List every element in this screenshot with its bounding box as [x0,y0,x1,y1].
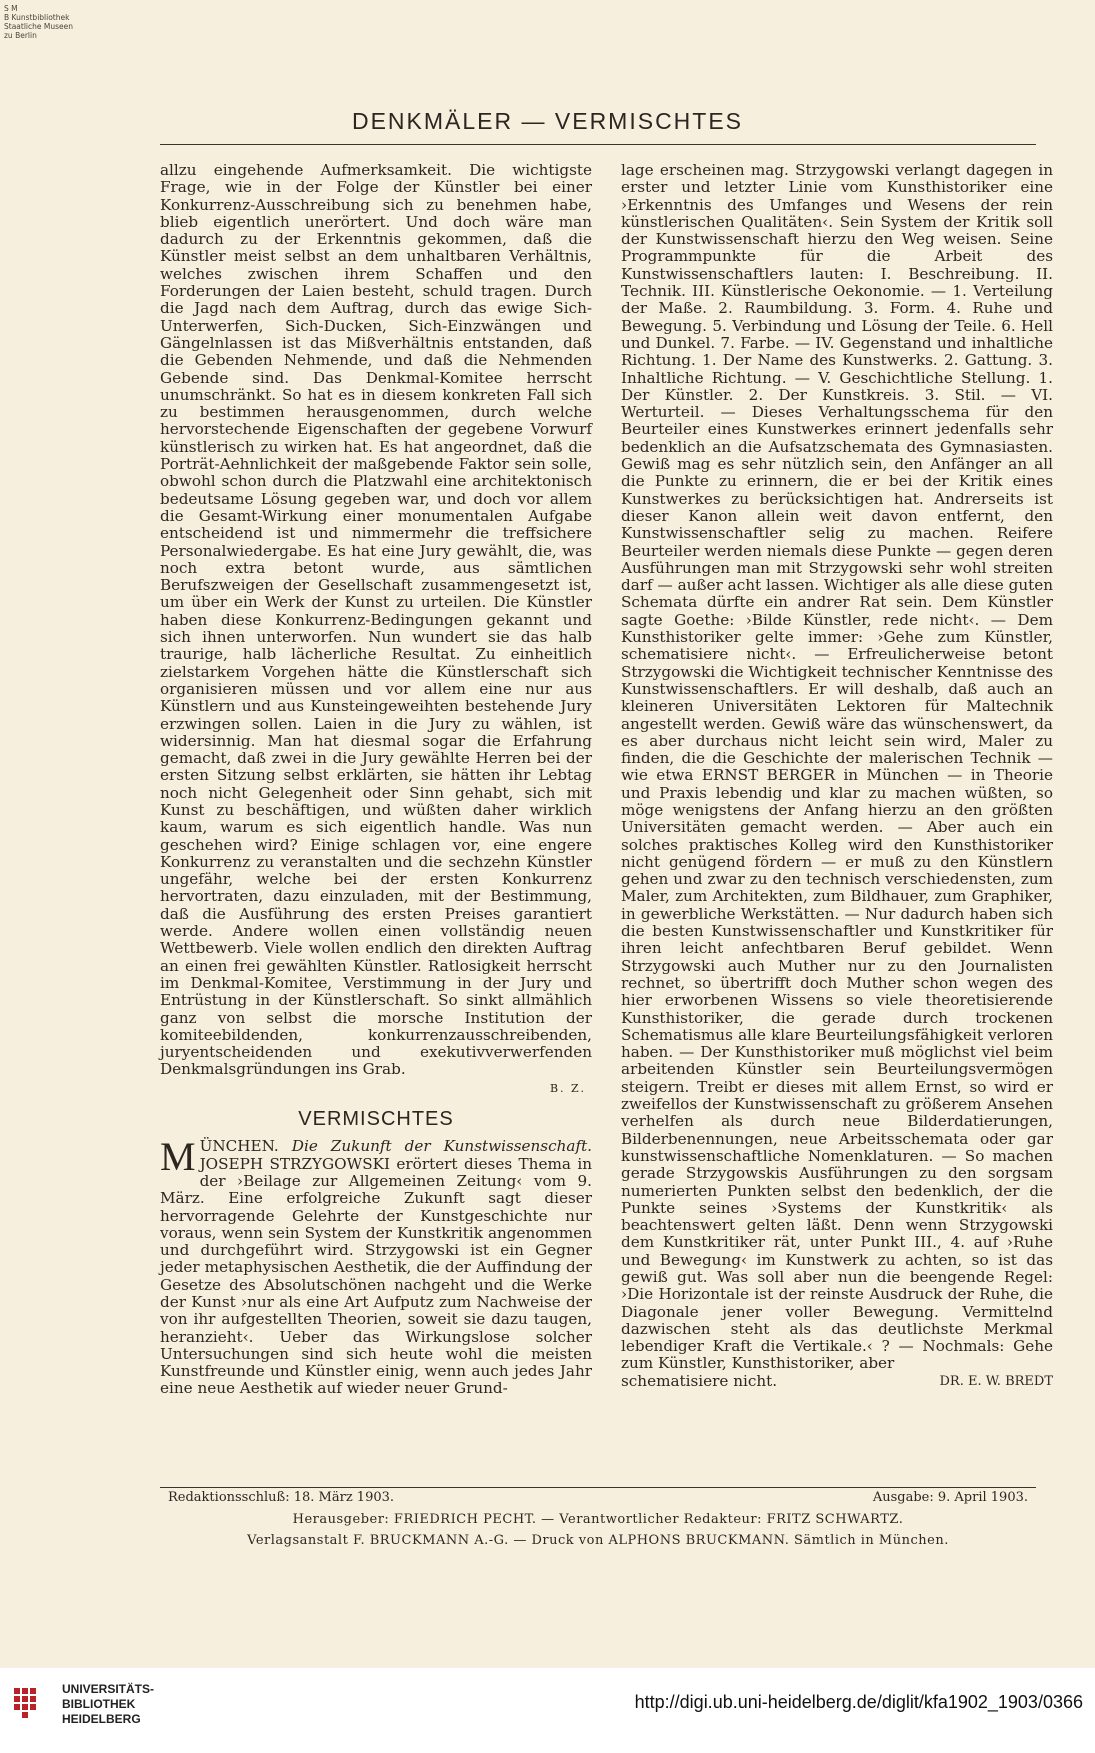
stamp-line: S M [4,4,18,13]
body-paragraph: allzu eingehende Aufmerksamkeit. Die wichtigste Frage, wie in der Folge der Künstler bei einer Konkurrenz-Ausschreibung sich zu benehmen habe, blieb eigentlich unerörtert. Und doch wäre man dadurch zu der Erkenntnis gekommen, daß die Künstler meist selbst an dem unhaltbaren Verhältnis, welches zwischen ihrem Schaffen und den Forderungen der Laien besteht, schuld tragen. Durch die Jagd nach dem Auftrag, durch das ewige Sich-Unterwerfen, Sich-Ducken, Sich-Einzwängen und Gängelnlassen ist das Mißverhältnis entstanden, daß die Gebenden Nehmende, und daß die Nehmenden Gebende sind. Das Denkmal-Komitee herrscht unumschränkt. So hat es in diesem konkreten Fall sich zu bestimmen herausgenommen, durch welche hervorstechende Eigenschaften der gegebene Vorwurf künstlerisch zu wirken hat. Es hat angeordnet, daß die Porträt-Aehnlichkeit der maßgebende Faktor sein solle, obwohl schon durch die Platzwahl eine architektonisch bedeutsame Lösung gegeben war, und doch vor allem die Gesamt-Wirkung einer monumentalen Aufgabe entscheidend ist und nimmermehr die treffsichere Personalwiedergabe. Es hat eine Jury gewählt, die, was noch extra betont wurde, aus sämtlichen Berufszweigen der Gesellschaft zusammengesetzt ist, um über ein Werk der Kunst zu urteilen. Die Künstler haben diese Konkurrenz-Bedingungen gekannt und sich ihnen unterworfen. Nun wundert sie das halb traurige, halb lächerliche Resultat. Zu einheitlich zielstarkem Vorgehen hätte die Künstlerschaft sich organisieren müssen und vor allem eine nur aus Künstlern und aus Kunsteingeweihten bestehende Jury erzwingen sollen. Laien in die Jury zu wählen, ist widersinnig. Man hat diesmal sogar die Erfahrung gemacht, daß zwei in die Jury gewählte Herren bei der ersten Sitzung selbst erklärten, sie hätten ihr Lebtag noch nicht Gelegenheit oder Sinn gehabt, sich mit Kunst zu beschäftigen, und wüßten daher wirklich kaum, warum es sich eigentlich handle. Was nun geschehen wird? Einige schlagen vor, eine engere Konkurrenz zu veranstalten und die sechzehn Künstler ungefähr, welche bei der ersten Konkurrenz hervortraten, dazu einzuladen, mit der Bestimmung, daß die Ausführung des ersten Preises garantiert werde. Andere wollen einen vollständig neuen Wettbewerb. Viele wollen endlich den direkten Auftrag an einen frei gewählten Künstler. Ratlosigkeit herrscht im Denkmal-Komitee, Verstimmung in der Jury und Entrüstung in der Künstlerschaft. So sinkt allmählich ganz von selbst die morsche Institution der komiteebildenden, konkurrenzausschreibenden, juryentscheidenden und exekutivverwerfenden Denkmalsgründungen ins Grab. [160,161,592,1079]
library-name-line: UNIVERSITÄTS- [62,1682,155,1696]
header-divider [160,144,1036,145]
left-column [160,162,592,1398]
signoff: B. Z. [549,1081,586,1095]
issue-date: Ausgabe: 9. April 1903. [872,1490,1028,1505]
author-signature: DR. E. W. BREDT [939,1373,1053,1389]
closing-line [621,1373,1053,1390]
footer-dates [160,1490,1036,1506]
author-name: JOSEPH STRZYGOWSKI [199,1154,390,1173]
stamp-line: Staatliche Museen [4,22,73,31]
section-heading: VERMISCHTES [298,1108,454,1131]
source-url-link[interactable]: http://digi.ub.uni-heidelberg.de/diglit/kfa1902_1903/0366 [634,1692,1083,1712]
digitization-bar [0,1668,1095,1753]
footer-divider [160,1487,1036,1488]
body-paragraph [160,1134,592,1398]
right-column [621,162,1053,1390]
article-title: Die Zukunft der Kunstwissenschaft. [291,1137,592,1156]
paragraph-lead: ÜNCHEN. [199,1137,292,1156]
editorial-deadline: Redaktionsschluß: 18. März 1903. [168,1490,395,1505]
paragraph-text: erörtert dieses Thema in der ›Beilage zur Allgemeinen Zeitung‹ vom 9. März. Eine erfolgreiche Zukunft sagt dieser hervorragende Gelehrte der Kunstgeschichte nur voraus, wenn sein System der Kunstkritik angenommen und durchgeführt wird. Strzygowski ist ein Gegner jeder metaphysischen Aesthetik, die der Auffindung der Gesetze des Absolutschönen nachgeht und die Werke der Kunst ›nur als eine Art Aufputz zum Nachweise der von ihr aufgestellten Theorien, soweit sie dazu taugen, heranzieht‹. Ueber das Wirkungslose solcher Untersuchungen sind sich heute wohl die meisten Kunstfreunde und Künstler einig, wenn auch jedes Jahr eine neue Aesthetik auf wieder neuer Grund- [160,1154,592,1398]
footer-printer: Verlagsanstalt F. BRUCKMANN A.-G. — Druck von ALPHONS BRUCKMANN. Sämtlich in München. [247,1533,949,1548]
library-name-line: HEIDELBERG [62,1712,141,1726]
page-header: DENKMÄLER — VERMISCHTES [351,108,744,134]
library-name [62,1682,154,1727]
footer-publisher: Herausgeber: FRIEDRICH PECHT. — Verantwortlicher Redakteur: FRITZ SCHWARTZ. [292,1512,904,1527]
stamp-line: B Kunstbibliothek [4,13,70,22]
library-stamp [4,4,73,40]
library-name-line: BIBLIOTHEK [62,1697,136,1711]
closing-text: schematisiere nicht. [621,1371,778,1390]
body-paragraph: lage erscheinen mag. Strzygowski verlangt dagegen in erster und letzter Linie vom Kunsthistoriker eine ›Erkenntnis des Umfanges und Wesens der rein künstlerischen Qualitäten‹. Sein System der Kritik soll der Kunstwissenschaft hierzu den Weg weisen. Seine Programmpunkte für die Arbeit des Kunstwissenschaftlers lauten: I. Beschreibung. II. Technik. III. Künstlerische Oekonomie. — 1. Verteilung der Maße. 2. Raumbildung. 3. Form. 4. Ruhe und Bewegung. 5. Verbindung und Lösung der Teile. 6. Hell und Dunkel. 7. Farbe. — IV. Gegenstand und inhaltliche Richtung. 1. Der Name des Kunstwerks. 2. Gattung. 3. Inhaltliche Richtung. — V. Geschichtliche Stellung. 1. Der Künstler. 2. Der Kunstkreis. 3. Stil. — VI. Werturteil. — Dieses Verhaltungsschema für den Beurteiler eines Kunstwerkes erinnert jedenfalls sehr bedenklich an die Aufsatzschemata des Gymnasiasten. Gewiß mag es sehr nützlich sein, den Anfänger an all die Punkte zu erinnern, die er bei der Kritik eines Kunstwerkes zu berücksichtigen hat. Andrerseits ist dieser Kanon allein weit davon entfernt, den Kunstwissenschaftler selig zu machen. Reifere Beurteiler werden niemals diese Punkte — gegen deren Ausführungen man mit Strzygowski sehr wohl streiten darf — außer acht lassen. Wichtiger als alle diese guten Schemata dürfte ein andrer Rat sein. Dem Künstler sagte Goethe: ›Bilde Künstler, rede nicht‹. — Dem Kunsthistoriker gelte immer: ›Gehe zum Künstler, schematisiere nicht‹. — Erfreulicherweise betont Strzygowski die Wichtigkeit technischer Kenntnisse des Kunstwissenschaftlers. Er will deshalb, daß auch an kleineren Universitäten Lektoren für Maltechnik angestellt werden. Gewiß wäre das wünschenswert, da es aber durchaus nicht leicht sein wird, Maler zu finden, die die Geschichte der malerischen Technik — wie etwa ERNST BERGER in München — in Theorie und Praxis lebendig und klar zu machen wüßten, so möge wenigstens der Anfang hierzu an den größten Universitäten gemacht werden. — Aber auch ein solches praktisches Kolleg wird den Kunsthistoriker nicht genügend fördern — er muß zu den Künstlern gehen und zwar zu den technisch verschiedensten, zum Maler, zum Architekten, zum Bildhauer, zum Graphiker, in gewerbliche Werkstätten. — Nur dadurch haben sich die besten Kunstwissenschaftler und Kunstkritiker für ihren leicht anfechtbaren Beruf gebildet. Wenn Strzygowski auch Muther nur zu den Journalisten rechnet, so übertrifft doch Muther schon wegen des hier erworbenen Wissens so viele theoretisierende Kunsthistoriker, die gerade durch trockenen Schematismus alle klare Beurteilungsfähigkeit verloren haben. — Der Kunsthistoriker muß möglichst viel beim arbeitenden Künstler sein Beurteilungsvermögen steigern. Treibt er dieses mit allem Ernst, so wird er zweifellos der Kunstwissenschaft zu größerem Ansehen verhelfen als durch neue Bilderdatierungen, Bilderbenennungen, neue Arbeitsschemata oder gar kunstwissenschaftliche Nomenklaturen. — So machen gerade Strzygowskis Ausführungen zu den sorgsam numerierten Punkten selbst den bedenklich, der die Punkte seines ›Systems der Kunstkritik‹ als beachtenswert gelten läßt. Denn wenn Strzygowski dem Kunstkritiker rät, unter Punkt III., 4. auf ›Ruhe und Bewegung‹ im Kunstwerk zu achten, so ist das gewiß gut. Was soll aber nun die beengende Regel: ›Die Horizontale ist der reinste Ausdruck der Ruhe, die Diagonale jener voller Bewegung. Vermittelnd dazwischen steht als das deutlichste Merkmal lebendiger Kraft die Vertikale.‹ ? — Nochmals: Gehe zum Künstler, Kunsthistoriker, aber [621,161,1053,1373]
university-library-logo-icon [10,1682,54,1726]
stamp-line: zu Berlin [4,31,37,40]
drop-cap: M [160,1134,196,1180]
